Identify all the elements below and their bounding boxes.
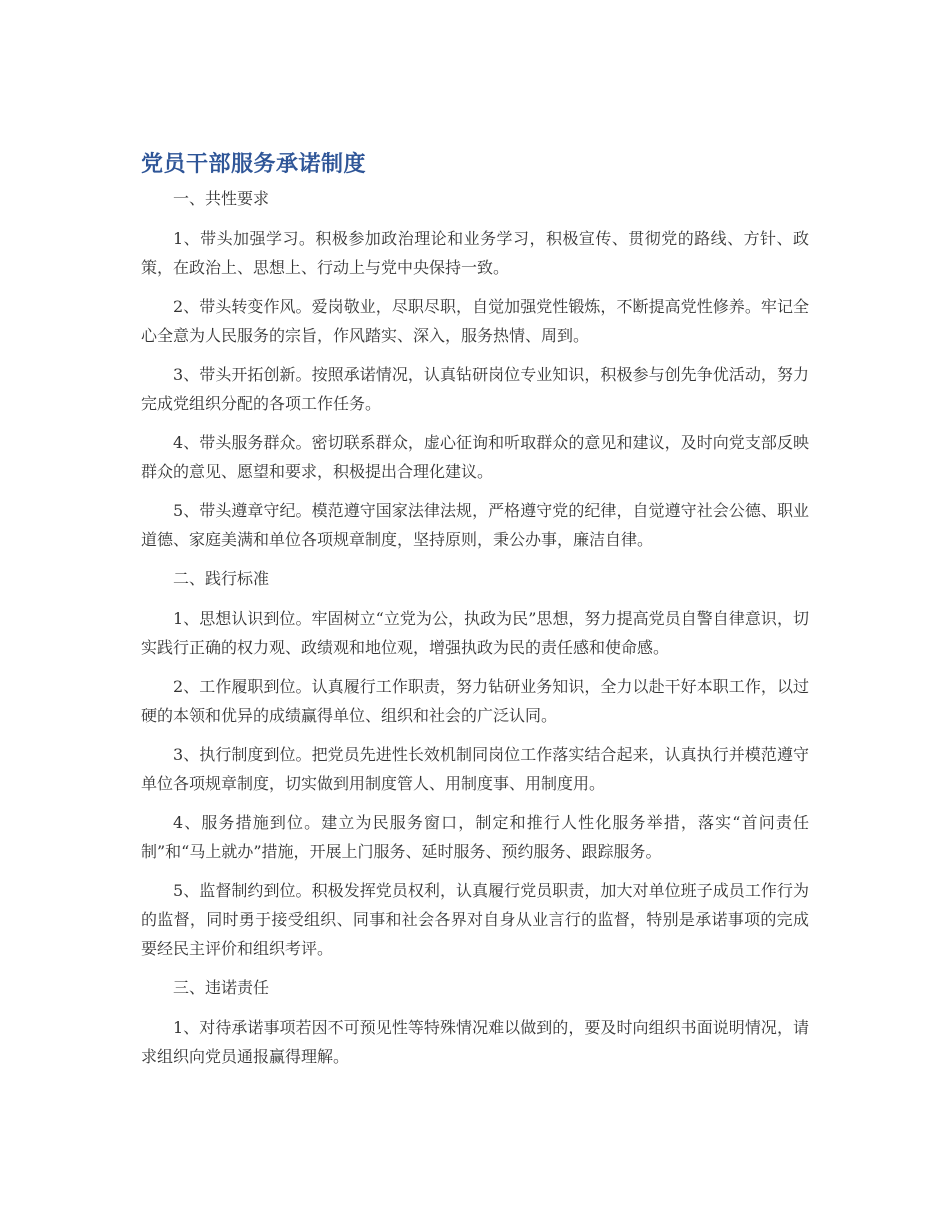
paragraph: 1、带头加强学习。积极参加政治理论和业务学习，积极宣传、贯彻党的路线、方针、政策，在政治上、思想上、行动上与党中央保持一致。 — [141, 229, 809, 277]
section-heading: 一、共性要求 — [173, 189, 270, 208]
paragraph: 2、工作履职到位。认真履行工作职责，努力钻研业务知识，全力以赴干好本职工作，以过硬的本领和优异的成绩赢得单位、组织和社会的广泛认同。 — [141, 677, 809, 725]
paragraph: 1、思想认识到位。牢固树立“立党为公，执政为民”思想，努力提高党员自警自律意识，切实践行正确的权力观、政绩观和地位观，增强执政为民的责任感和使命感。 — [141, 609, 809, 657]
paragraph: 1、对待承诺事项若因不可预见性等特殊情况难以做到的，要及时向组织书面说明情况，请求组织向党员通报赢得理解。 — [141, 1018, 809, 1066]
section-heading: 三、违诺责任 — [173, 978, 270, 997]
paragraph: 3、带头开拓创新。按照承诺情况，认真钻研岗位专业知识，积极参与创先争优活动，努力完成党组织分配的各项工作任务。 — [141, 365, 809, 413]
section-heading: 二、践行标准 — [173, 569, 270, 588]
paragraph: 4、服务措施到位。建立为民服务窗口，制定和推行人性化服务举措，落实“首问责任制”和“马上就办”措施，开展上门服务、延时服务、预约服务、跟踪服务。 — [141, 813, 809, 861]
paragraph: 4、带头服务群众。密切联系群众，虚心征询和听取群众的意见和建议，及时向党支部反映群众的意见、愿望和要求，积极提出合理化建议。 — [141, 433, 809, 481]
document-title: 党员干部服务承诺制度 — [141, 152, 367, 177]
paragraph: 2、带头转变作风。爱岗敬业，尽职尽职，自觉加强党性锻炼，不断提高党性修养。牢记全心全意为人民服务的宗旨，作风踏实、深入，服务热情、周到。 — [141, 297, 809, 345]
paragraph: 5、带头遵章守纪。模范遵守国家法律法规，严格遵守党的纪律，自觉遵守社会公德、职业道德、家庭美满和单位各项规章制度，坚持原则，秉公办事，廉洁自律。 — [141, 501, 809, 549]
paragraph: 3、执行制度到位。把党员先进性长效机制同岗位工作落实结合起来，认真执行并模范遵守单位各项规章制度，切实做到用制度管人、用制度事、用制度用。 — [141, 745, 809, 793]
paragraph: 5、监督制约到位。积极发挥党员权利，认真履行党员职责，加大对单位班子成员工作行为的监督，同时勇于接受组织、同事和社会各界对自身从业言行的监督，特别是承诺事项的完成要经民主评价和组织考评。 — [141, 881, 809, 958]
document-body — [141, 148, 809, 1071]
